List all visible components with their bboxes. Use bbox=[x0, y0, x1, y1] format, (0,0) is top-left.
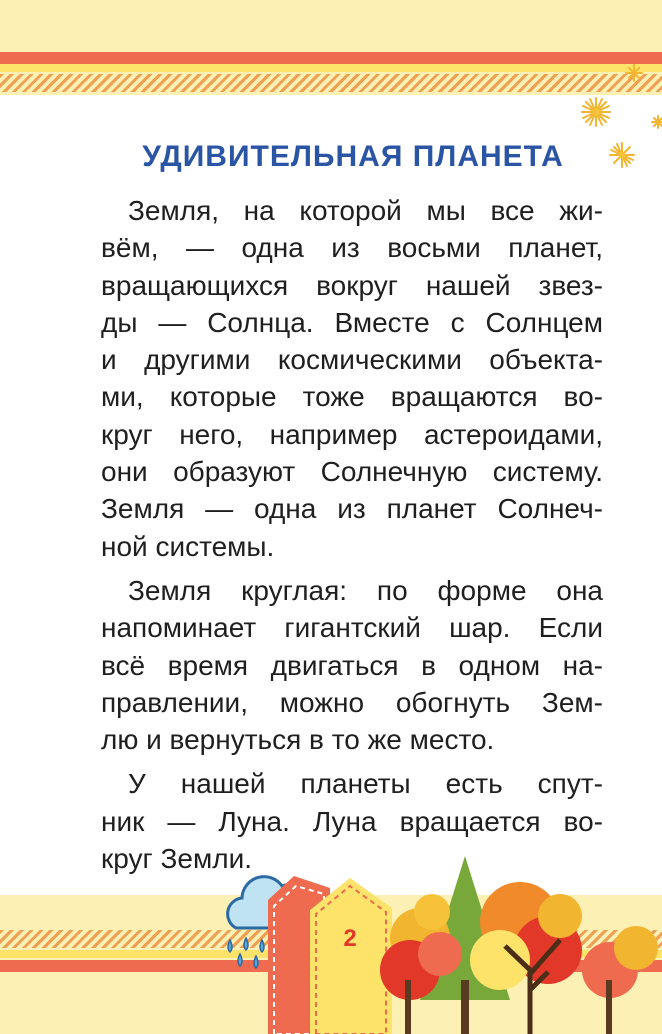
text-line: круг Земли. bbox=[101, 843, 252, 875]
text-line: правлении, можно обогнуть Зем- bbox=[101, 686, 603, 718]
text-line: ной системы. bbox=[101, 530, 275, 562]
text-line: ми, которые тоже вращаются во- bbox=[101, 381, 603, 413]
text-line: У нашей планеты есть спут- bbox=[128, 768, 603, 800]
text-line: они образуют Солнечную систему. bbox=[101, 456, 603, 488]
text-line: Земля круглая: по форме она bbox=[128, 574, 603, 606]
body-text bbox=[101, 192, 603, 884]
text-line: круг него, например астероидами, bbox=[101, 418, 603, 450]
text-line: Земля, на которой мы все жи- bbox=[128, 195, 603, 226]
text-line: напоминает гигантский шар. Если bbox=[101, 612, 603, 644]
text-line: и другими космическими объекта- bbox=[101, 344, 603, 376]
text-line: Земля — одна из планет Солнеч- bbox=[101, 493, 603, 525]
text-line: вём, — одна из восьми планет, bbox=[101, 232, 603, 264]
page-number: 2 bbox=[343, 925, 357, 952]
paragraph bbox=[101, 192, 603, 565]
text-line: ник — Луна. Луна вращается во- bbox=[101, 805, 603, 837]
text-line: ды — Солнца. Вместе с Солнцем bbox=[101, 306, 603, 338]
text-line: лю и вернуться в то же место. bbox=[101, 724, 495, 756]
text-line: всё время двигаться в одном на- bbox=[101, 649, 603, 681]
paragraph bbox=[101, 572, 603, 758]
page-title: УДИВИТЕЛЬНАЯ ПЛАНЕТА bbox=[142, 140, 564, 173]
text-line: вращающихся вокруг нашей звез- bbox=[101, 269, 603, 301]
autumn-tree-icon bbox=[380, 856, 658, 1034]
